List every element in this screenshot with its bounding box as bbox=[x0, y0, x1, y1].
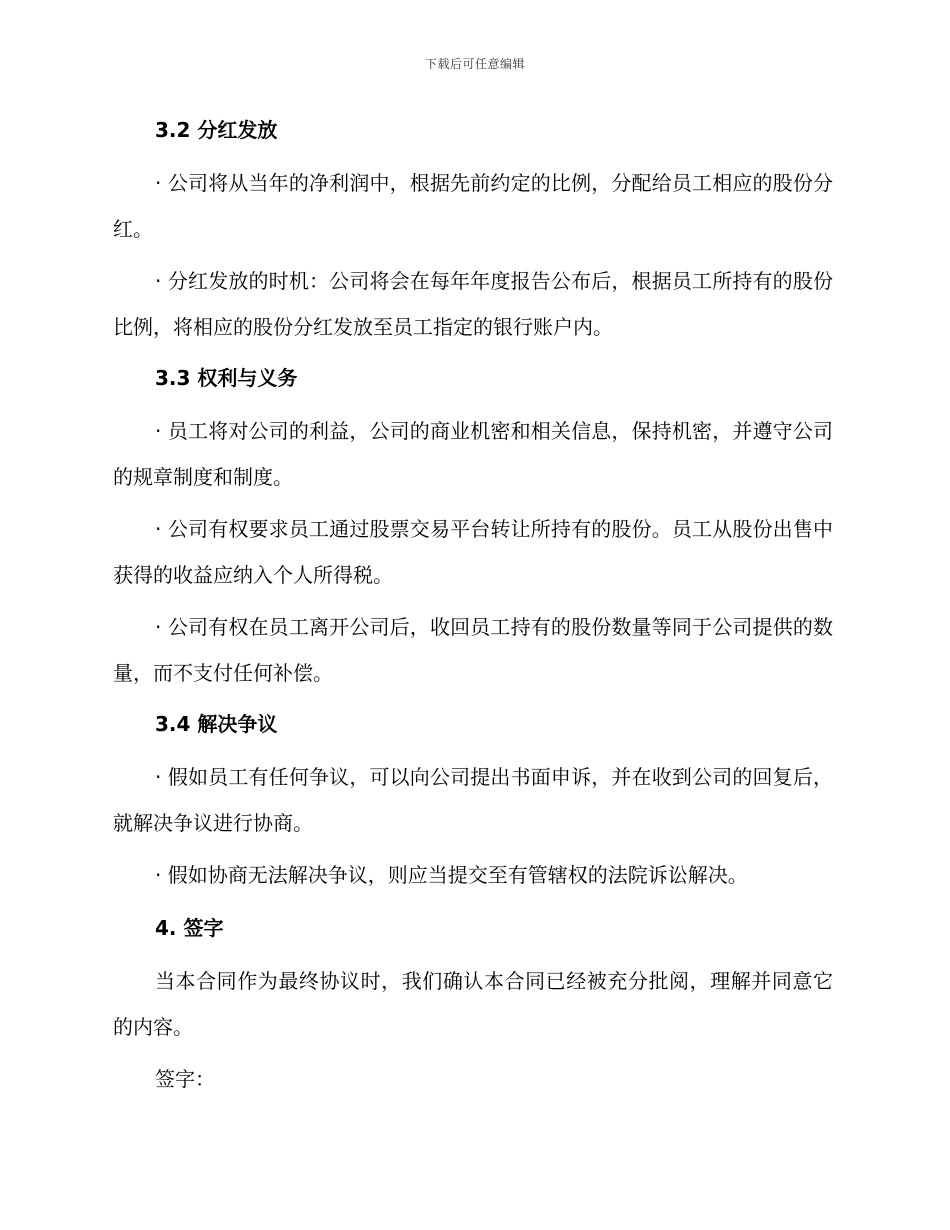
section-heading-4: 4. 签字 bbox=[155, 916, 224, 940]
signature-label: 签字： bbox=[155, 1067, 215, 1091]
paragraph: · 公司将从当年的净利润中，根据先前约定的比例，分配给员工相应的股份分红。 bbox=[113, 171, 833, 241]
section-heading-3-3: 3.3 权利与义务 bbox=[155, 366, 298, 390]
paragraph: · 公司有权在员工离开公司后，收回员工持有的股份数量等同于公司提供的数量，而不支付任何补偿。 bbox=[113, 615, 833, 685]
paragraph: 当本合同作为最终协议时，我们确认本合同已经被充分批阅，理解并同意它的内容。 bbox=[113, 969, 833, 1039]
paragraph: · 公司有权要求员工通过股票交易平台转让所持有的股份。员工从股份出售中获得的收益应纳入个人所得税。 bbox=[113, 517, 833, 587]
document-body bbox=[113, 108, 833, 1110]
paragraph: · 分红发放的时机：公司将会在每年年度报告公布后，根据员工所持有的股份比例，将相应的股份分红发放至员工指定的银行账户内。 bbox=[113, 269, 833, 339]
paragraph: · 假如员工有任何争议，可以向公司提出书面申诉，并在收到公司的回复后，就解决争议进行协商。 bbox=[113, 765, 833, 835]
section-heading-3-2: 3.2 分红发放 bbox=[155, 118, 278, 142]
header-note: 下载后可任意编辑 bbox=[424, 57, 525, 71]
paragraph: · 假如协商无法解决争议，则应当提交至有管辖权的法院诉讼解决。 bbox=[155, 863, 748, 887]
section-heading-3-4: 3.4 解决争议 bbox=[155, 712, 278, 736]
paragraph: · 员工将对公司的利益，公司的商业机密和相关信息，保持机密，并遵守公司的规章制度和制度。 bbox=[113, 419, 833, 489]
